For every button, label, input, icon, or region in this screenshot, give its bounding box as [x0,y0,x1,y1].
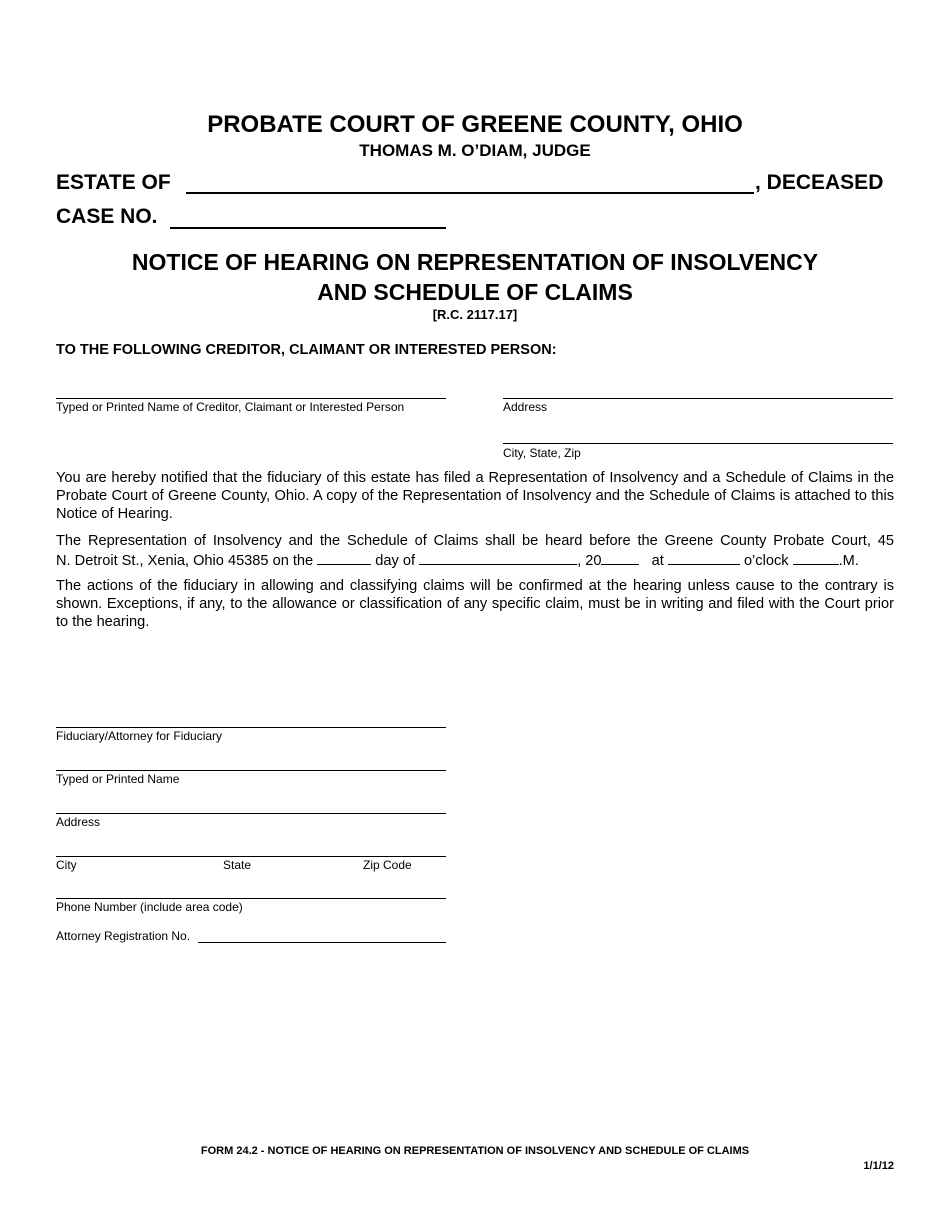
attorney-registration-field[interactable] [198,942,446,943]
printed-name-field[interactable] [56,770,446,771]
estate-name-field[interactable] [186,192,754,194]
fiduciary-signature-label: Fiduciary/Attorney for Fiduciary [56,729,223,743]
creditor-city-label: City, State, Zip [503,446,581,460]
court-title: PROBATE COURT OF GREENE COUNTY, OHIO [207,111,743,138]
form-version-date: 1/1/12 [863,1160,894,1172]
city-state-zip-field[interactable] [56,856,446,857]
addressee-heading: TO THE FOLLOWING CREDITOR, CLAIMANT OR INTERESTED PERSON: [56,342,557,358]
phone-field[interactable] [56,898,446,899]
case-number-field[interactable] [170,227,446,229]
am-pm-field[interactable] [793,550,839,565]
creditor-address-field[interactable] [503,398,893,399]
hearing-location-text: The Representation of Insolvency and the Schedule of Claims shall be heard before the Greene County Probate Court, 45 [56,533,894,549]
printed-name-label: Typed or Printed Name [56,772,180,786]
city-label: City [56,858,77,872]
notice-paragraph-3: The actions of the fiduciary in allowing and classifying claims will be confirmed at the hearing unless cause to the contrary is shown. Exceptions, if any, to the allowance or classification of any specific claim, must be in writing and filed with the Court prior to the hearing. [56,578,894,630]
hearing-day-field[interactable] [317,550,371,565]
year-prefix-text: , 20 [577,553,602,569]
hearing-date-line [56,550,894,570]
statute-reference: [R.C. 2117.17] [432,307,518,322]
form-title-line2: AND SCHEDULE OF CLAIMS [317,279,633,305]
hearing-address-text: N. Detroit St., Xenia, Ohio 45385 on the [56,553,314,569]
meridiem-text: .M. [838,553,859,569]
judge-name: THOMAS M. O’DIAM, JUDGE [359,141,591,160]
fiduciary-address-field[interactable] [56,813,446,814]
form-footer-title: FORM 24.2 - NOTICE OF HEARING ON REPRESENTATION OF INSOLVENCY AND SCHEDULE OF CLAIMS [200,1145,750,1157]
form-title-line1: NOTICE OF HEARING ON REPRESENTATION OF INSOLVENCY [131,249,819,275]
attorney-registration-label: Attorney Registration No. [56,929,191,943]
creditor-address-label: Address [503,400,548,414]
zip-code-label: Zip Code [363,858,412,872]
at-text: at [651,553,664,569]
hearing-year-field[interactable] [601,550,639,565]
state-label: State [223,858,252,872]
notice-paragraph-2 [56,532,894,570]
phone-label: Phone Number (include area code) [56,900,243,914]
fiduciary-address-label: Address [56,815,101,829]
notice-paragraph-1: You are hereby notified that the fiduciary of this estate has filed a Representation of Insolvency and a Schedule of Claims in the Probate Court of Greene County, Ohio. A copy of the Representation of Insolvency and the Schedule of Claims is attached to this Notice of Hearing. [56,470,894,522]
oclock-text: o’clock [743,553,789,569]
creditor-city-field[interactable] [503,443,893,444]
hearing-month-field[interactable] [419,550,577,565]
estate-of-label: ESTATE OF [56,171,171,194]
creditor-name-label: Typed or Printed Name of Creditor, Claimant or Interested Person [56,400,405,414]
hearing-hour-field[interactable] [668,550,740,565]
fiduciary-signature-field[interactable] [56,727,446,728]
case-no-label: CASE NO. [56,205,158,228]
deceased-label: , DECEASED [755,171,884,194]
creditor-name-field[interactable] [56,398,446,399]
day-of-text: day of [375,553,416,569]
